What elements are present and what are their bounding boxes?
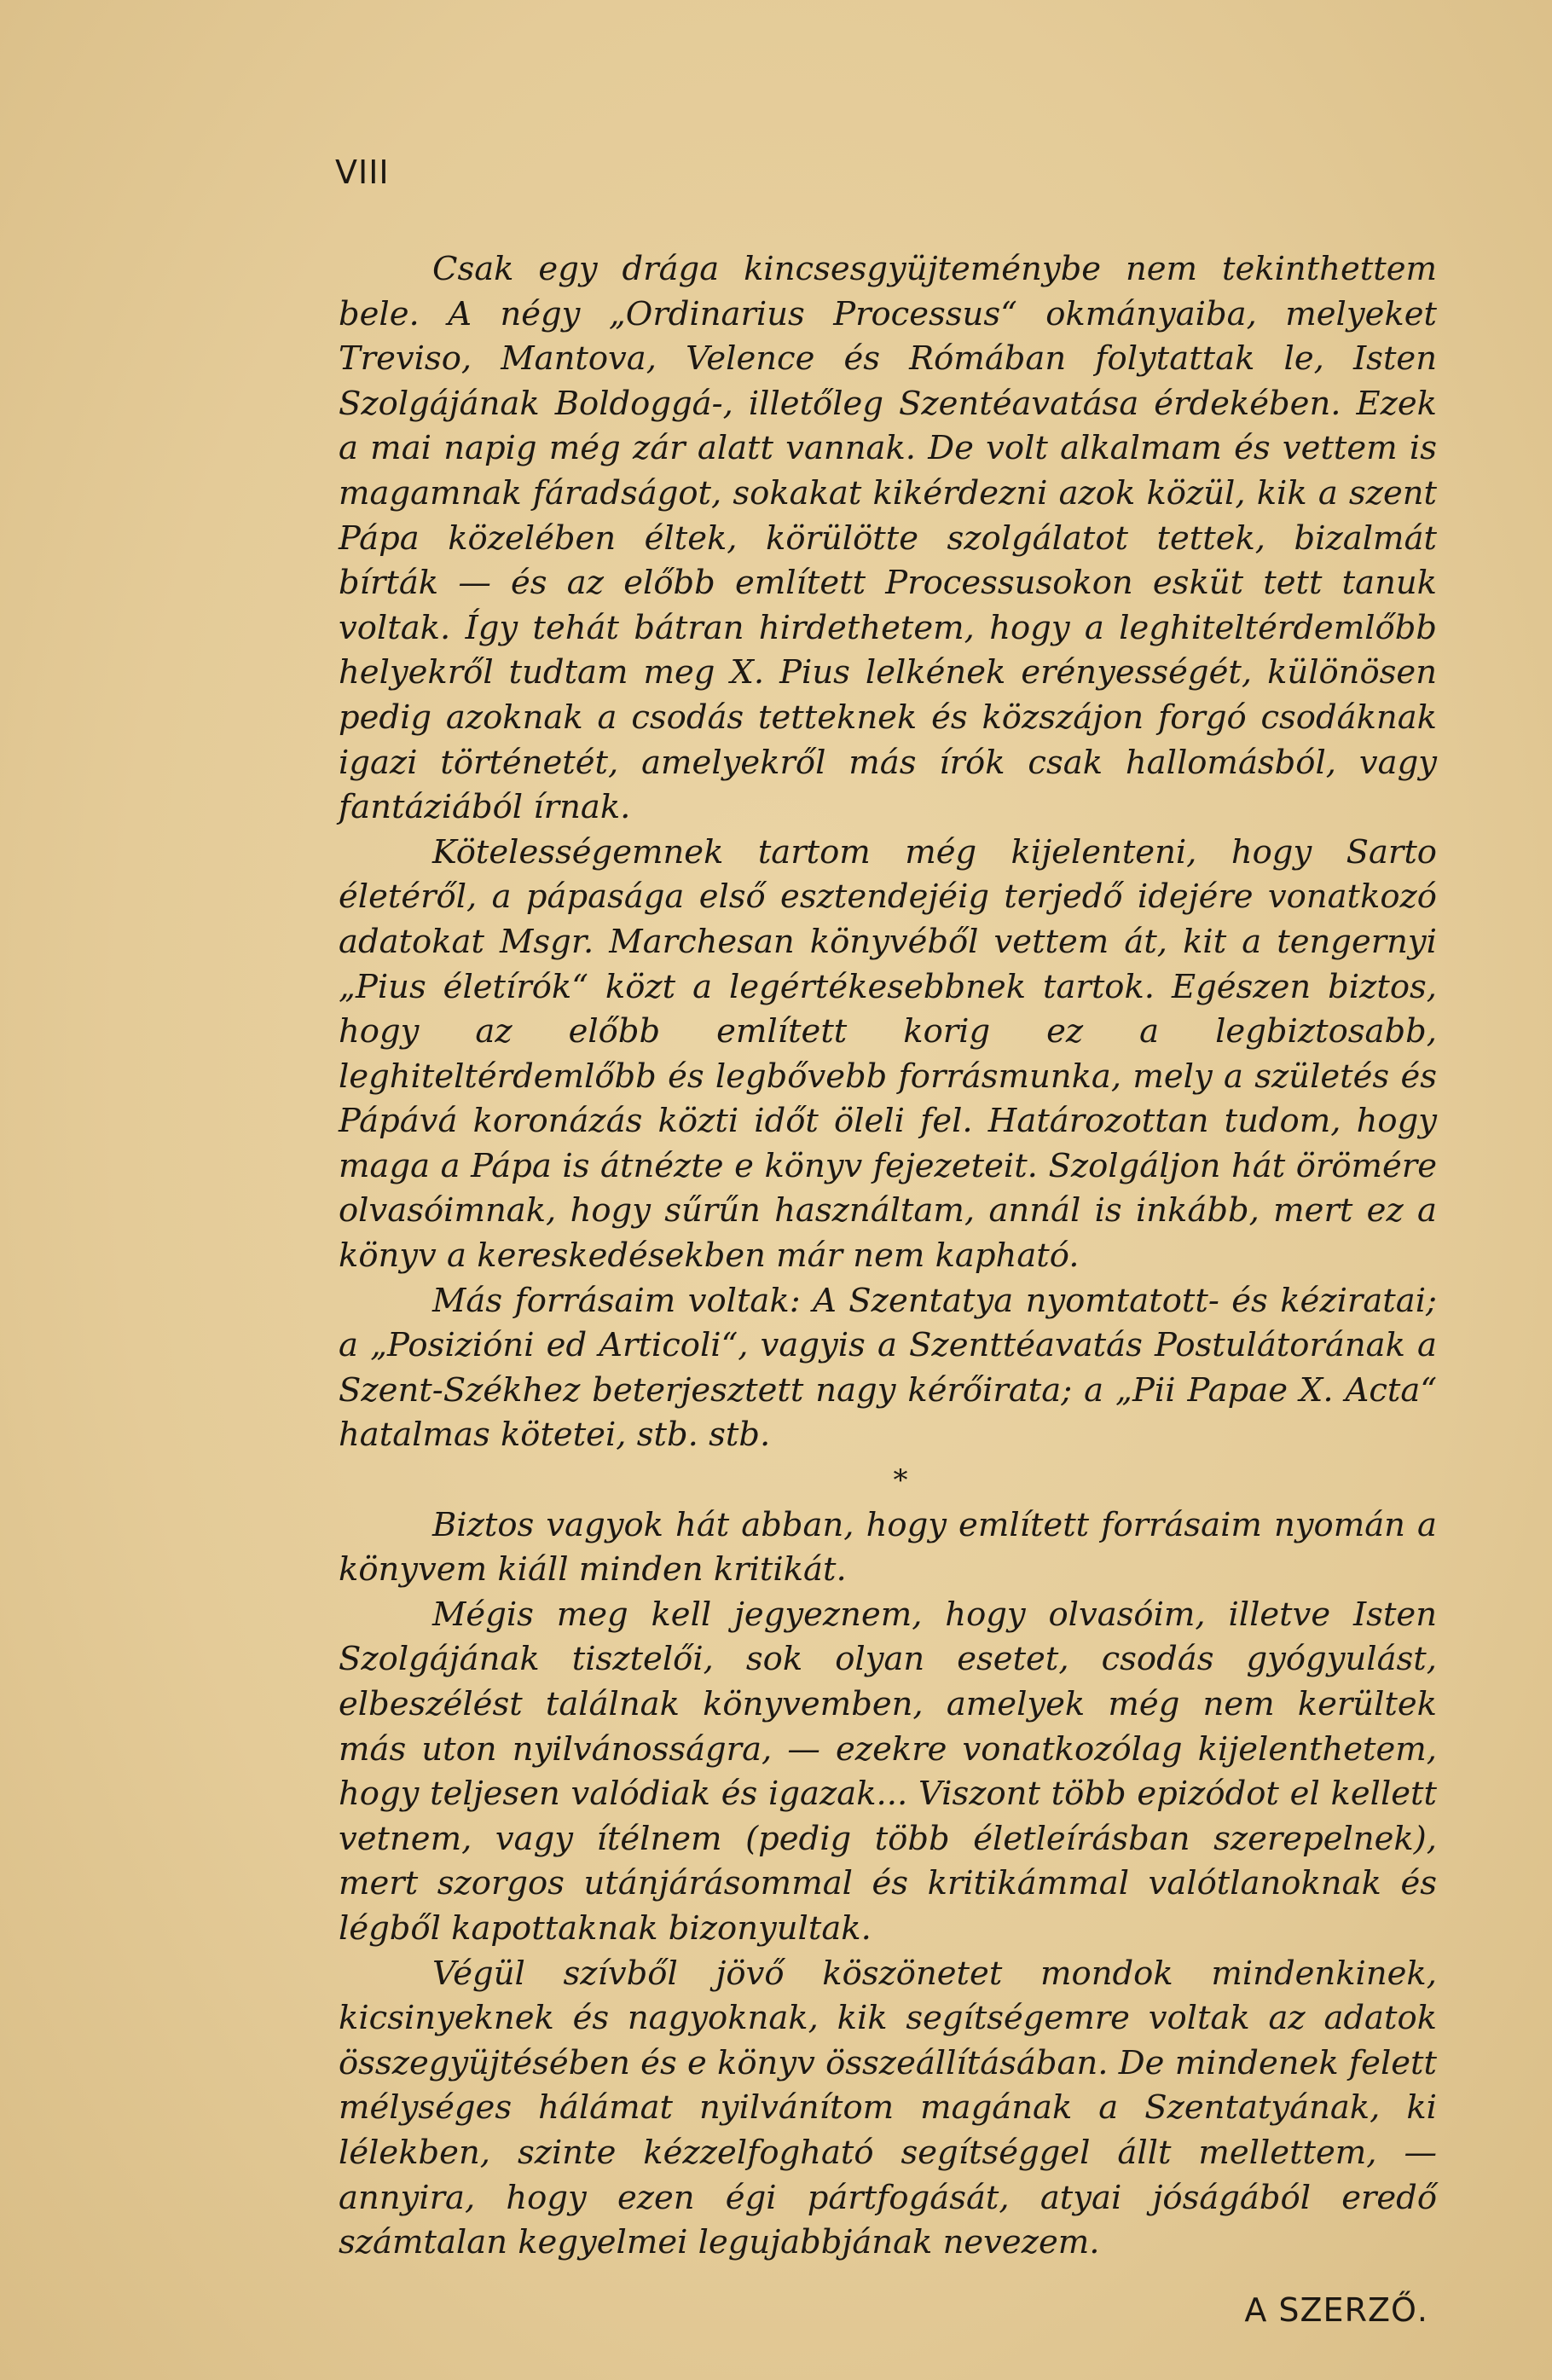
paragraph-6: Végül szívből jövő köszönetet mondok mindenkinek, kicsinyeknek és nagyoknak, kik segítségemre voltak az adatok összegyüjtésében és e könyv összeállításában. De mindenek felett mélységes hálámat nyilvánítom magának a Szentatyának, ki lélekben, szinte kézzelfogható segítséggel állt mellettem, — annyira, hogy ezen égi pártfogását, atyai jóságából eredő számtalan kegyelmei legujabbjának nevezem. (339, 1954, 1437, 2262)
paragraph-1: Csak egy drága kincsesgyüjteménybe nem tekinthettem bele. A négy „Ordinarius Processus“ okmányaiba, melyeket Treviso, Mantova, Velence és Rómában folytattak le, Isten Szolgájának Boldoggá-, illetőleg Szentéavatása érdekében. Ezek a mai napig még zár alatt vannak. De volt alkalmam és vettem is magamnak fáradságot, sokakat kikérdezni azok közül, kik a szent Pápa közelében éltek, körülötte szolgálatot tettek, bizalmát bírták — és az előbb említett Processusokon esküt tett tanuk voltak. Így tehát bátran hirdethetem, hogy a leghiteltérdemlőbb helyekről tudtam meg X. Pius lelkének erényességét, különösen pedig azoknak a csodás tetteknek és közszájon forgó csodáknak igazi történetét, amelyekről más írók csak hallomásból, vagy fantáziából írnak. (339, 250, 1437, 827)
author-signature: A SZERZŐ. (1244, 2290, 1428, 2329)
paragraph-2: Kötelességemnek tartom még kijelenteni, hogy Sarto életéről, a pápasága első esztendejéig terjedő idejére vonatkozó adatokat Msgr. Marchesan könyvéből vettem át, kit a tengernyi „Pius életírók“ közt a legértékesebbnek tartok. Egészen biztos, hogy az előbb említett korig ez a legbiztosabb, leghiteltérdemlőbb és legbővebb forrásmunka, mely a születés és Pápává koronázás közti időt öleli fel. Határozottan tudom, hogy maga a Pápa is átnézte e könyv fejezeteit. Szolgáljon hát örömére olvasóimnak, hogy sűrűn használtam, annál is inkább, mert ez a könyv a kereskedésekben már nem kapható. (339, 832, 1437, 1276)
paragraph-5: Mégis meg kell jegyeznem, hogy olvasóim, illetve Isten Szolgájának tisztelői, sok olyan esetet, csodás gyógyulást, elbeszélést találnak könyvemben, amelyek még nem kerültek más uton nyilvánosságra, — ezekre vonatkozólag kijelenthetem, hogy teljesen valódiak és igazak... Viszont több epizódot el kellett vetnem, vagy ítélnem (pedig több életleírásban szerepelnek), mert szorgos utánjárásommal és kritikámmal valótlanoknak és légből kapottaknak bizonyultak. (339, 1595, 1437, 1948)
paragraph-3: Más forrásaim voltak: A Szentatya nyomtatott- és kéziratai; a „Posizióni ed Articoli“, vagyis a Szenttéavatás Postulátorának a Szent-Székhez beterjesztett nagy kérőirata; a „Pii Papae X. Acta“ hatalmas kötetei, stb. stb. (339, 1281, 1437, 1455)
page-number: VIII (335, 153, 390, 191)
body-text (339, 247, 1437, 2332)
section-separator: * (893, 1463, 908, 1498)
paragraph-4: Biztos vagyok hát abban, hogy említett forrásaim nyomán a könyvem kiáll minden kritikát. (339, 1505, 1437, 1590)
